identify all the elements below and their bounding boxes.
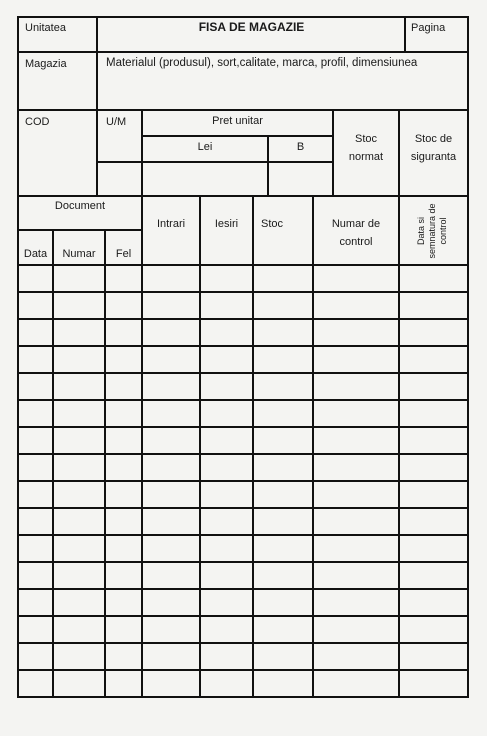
document-label: Document <box>54 200 106 212</box>
magazia-label: Magazia <box>25 58 67 70</box>
form-title: FISA DE MAGAZIE <box>198 20 305 34</box>
fel-label: Fel <box>115 248 132 260</box>
stoc-siguranta-line1: Stoc de <box>414 133 453 145</box>
lei-label: Lei <box>197 141 213 153</box>
iesiri-label: Iesiri <box>214 218 239 230</box>
material-label: Materialul (produsul), sort,calitate, marca, profil, dimensiunea <box>106 57 418 69</box>
numar-control-line2: control <box>339 236 373 248</box>
numar-label: Numar <box>62 248 96 260</box>
intrari-label: Intrari <box>156 218 186 230</box>
cod-label: COD <box>25 116 50 128</box>
pagina-label: Pagina <box>411 22 446 34</box>
data-semnatura-label: Data si semnatura de control <box>416 203 448 259</box>
stoc-normat-line2: normat <box>348 151 384 163</box>
stoc-normat-line1: Stoc <box>354 133 377 145</box>
numar-control-line1: Numar de <box>331 218 381 230</box>
unitatea-label: Unitatea <box>25 22 66 34</box>
b-label: B <box>296 141 305 153</box>
data-label: Data <box>23 248 48 260</box>
stoc-siguranta-line2: siguranta <box>410 151 457 163</box>
stoc-label: Stoc <box>261 218 284 230</box>
um-label: U/M <box>106 116 127 128</box>
pret-unitar-label: Pret unitar <box>212 115 263 127</box>
